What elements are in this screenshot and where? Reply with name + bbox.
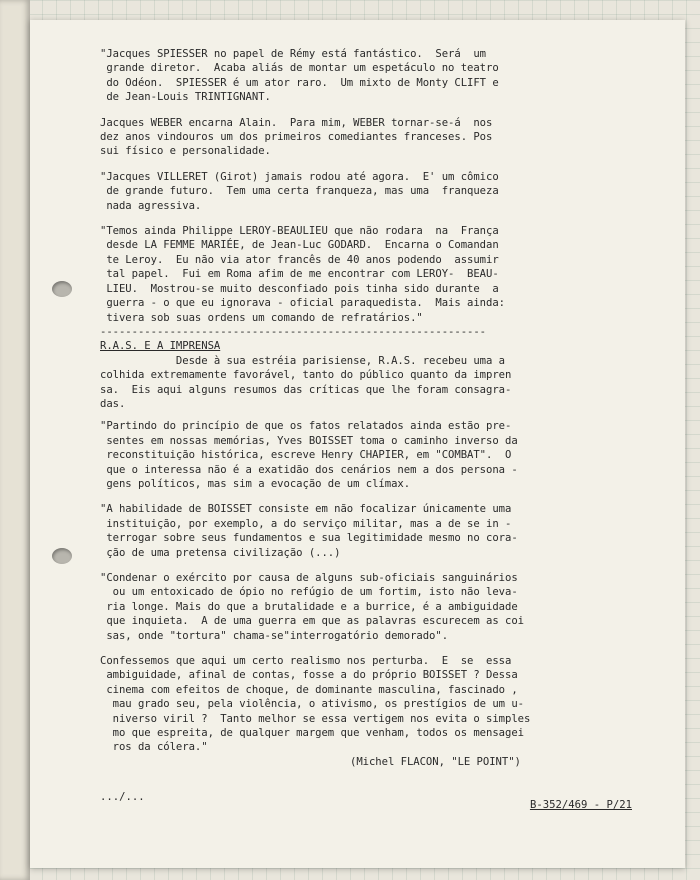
text-line: sas, onde "tortura" chama-se"interrogatório demorado". [100,629,449,642]
text-line: sentes em nossas memórias, Yves BOISSET toma o caminho inverso da [100,434,518,447]
text-line: niverso viril ? Tanto melhor se essa vertigem nos evita o simples [100,712,531,725]
punch-hole-top [52,281,72,297]
text-line: LIEU. Mostrou-se muito desconfiado pois tinha sido durante a [100,282,499,295]
text-line: grande diretor. Acaba aliás de montar um espetáculo no teatro [100,62,499,75]
text-line: de grande futuro. Tem uma certa franqueza, mas uma franqueza [100,185,499,198]
text-line: terrogar sobre seus fundamentos e sua legitimidade mesmo no cora- [100,532,518,545]
text-line: "A habilidade de BOISSET consiste em não focalizar únicamente uma [100,503,512,516]
text-line: guerra - o que eu ignorava - oficial paraquedista. Mais ainda: [100,297,505,310]
text-line: desde LA FEMME MARIÉE, de Jean-Luc GODARD. Encarna o Comandan [100,239,499,252]
section-heading: R.A.S. E A IMPRENSA [100,340,221,353]
text-line: ambiguidade, afinal de contas, fosse a do próprio BOISSET ? Dessa [100,669,518,682]
text-line: de Jean-Louis TRINTIGNANT. [100,91,271,104]
text-line: que inquieta. A de uma guerra em que as palavras escurecem as coi [100,615,524,628]
text-line: colhida extremamente favorável, tanto do público quanto da impren [100,369,512,382]
text-line: nada agressiva. [100,199,202,212]
text-line: tivera sob suas ordens um comando de refratários." [100,311,423,324]
text-line: "Jacques SPIESSER no papel de Rémy está fantástico. Será um [100,48,487,60]
text-line: ou um entoxicado de ópio no refúgio de um fortim, isto não leva- [100,586,518,599]
text-line: "Temos ainda Philippe LEROY-BEAULIEU que não rodara na França [100,225,499,238]
text-line: das. [100,397,126,410]
text-line: gens políticos, mas sim a evocação de um clímax. [100,477,411,490]
interview-quotes [100,47,640,325]
attribution: (Michel FLACON, "LE POINT") [350,755,521,768]
text-line: "Jacques VILLERET (Girot) jamais rodou até agora. E' um cômico [100,170,499,183]
text-line: sui físico e personalidade. [100,145,271,158]
text-line: Jacques WEBER encarna Alain. Para mim, WEBER tornar-se-á nos [100,116,493,129]
reference-code: B-352/469 - P/21 [529,799,632,811]
text-line: reconstituição histórica, escreve Henry CHAPIER, em "COMBAT". O [100,449,512,462]
separator-line: ------------------------------------------------------------- [100,325,487,338]
text-line: mau grado seu, pela violência, o ativismo, os prestígios de um u- [100,698,524,711]
text-line: Confessemos que aqui um certo realismo nos perturba. E se essa [100,655,512,668]
press-quotes [100,419,640,755]
text-line: ria longe. Mais do que a brutalidade e a burrice, é a ambiguidade [100,600,518,613]
text-line: cinema com efeitos de choque, de dominante masculina, fascinado , [100,683,518,696]
text-line: instituição, por exemplo, a do serviço militar, mas a de se in - [100,517,512,530]
continuation-mark: .../... [100,791,145,803]
text-line: do Odéon. SPIESSER é um ator raro. Um mixto de Monty CLIFT e [100,76,499,89]
document-body [100,47,640,769]
text-line: ção de uma pretensa civilização (...) [100,546,341,559]
punch-hole-bottom [52,548,72,564]
text-line: que o interessa não é a exatidão dos cenários nem a dos persona - [100,463,518,476]
text-line: "Condenar o exército por causa de alguns sub-oficiais sanguinários [100,572,518,584]
text-line: Desde à sua estréia parisiense, R.A.S. recebeu uma a [100,354,505,367]
text-line: mo que espreita, de qualquer margem que venham, todos os mensagei [100,727,524,740]
press-intro-paragraph [100,354,640,412]
text-line: tal papel. Fui em Roma afim de me encontrar com LEROY- BEAU- [100,268,499,281]
adjacent-page-edge [0,0,30,880]
text-line: ros da cólera." [100,741,208,754]
text-line: sa. Eis aqui alguns resumos das críticas que lhe foram consagra- [100,383,512,396]
text-line: "Partindo do princípio de que os fatos relatados ainda estão pre- [100,420,512,433]
text-line: te Leroy. Eu não via ator francês de 40 anos podendo assumir [100,253,499,266]
text-line: dez anos vindouros um dos primeiros comediantes franceses. Pos [100,131,493,144]
